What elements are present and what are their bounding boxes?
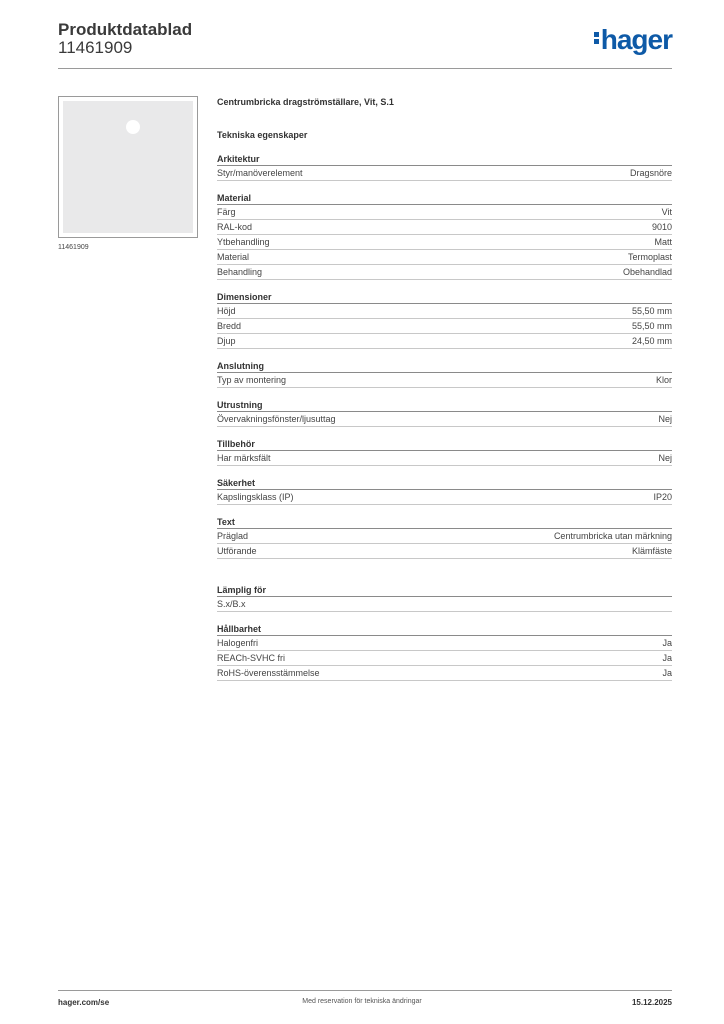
spec-value: Klämfäste bbox=[631, 546, 672, 556]
spec-sections bbox=[217, 153, 672, 681]
spec-label: Har märksfält bbox=[217, 453, 271, 463]
spec-value: Centrumbricka utan märkning bbox=[553, 531, 672, 541]
spec-label: Kapslingsklass (IP) bbox=[217, 492, 294, 502]
spec-value: Klor bbox=[655, 375, 672, 385]
spec-label: Material bbox=[217, 252, 250, 262]
spec-row bbox=[217, 651, 672, 666]
section-title: Utrustning bbox=[217, 399, 672, 412]
spec-label: Bredd bbox=[217, 321, 242, 331]
section-title: Arkitektur bbox=[217, 153, 672, 166]
spec-row bbox=[217, 544, 672, 559]
section-title: Anslutning bbox=[217, 360, 672, 373]
spec-row bbox=[217, 597, 672, 612]
spec-label: Färg bbox=[217, 207, 236, 217]
footer-divider bbox=[58, 990, 672, 991]
product-image bbox=[58, 96, 198, 238]
spec-row bbox=[217, 451, 672, 466]
spec-value: Obehandlad bbox=[622, 267, 672, 277]
spec-value: Ja bbox=[662, 668, 672, 678]
header-divider bbox=[58, 68, 672, 69]
spec-label: Höjd bbox=[217, 306, 236, 316]
spec-label: S.x/B.x bbox=[217, 599, 246, 609]
cover-plate-image bbox=[63, 101, 193, 233]
spec-row bbox=[217, 373, 672, 388]
footer-note: Med reservation för tekniska ändringar bbox=[302, 998, 422, 1005]
spec-row bbox=[217, 334, 672, 349]
spec-label: REACh-SVHC fri bbox=[217, 653, 286, 663]
spec-label: RoHS-överensstämmelse bbox=[217, 668, 320, 678]
spec-row bbox=[217, 490, 672, 505]
product-name: Centrumbricka dragströmställare, Vit, S.1 bbox=[217, 97, 394, 107]
spec-value: Nej bbox=[658, 414, 672, 424]
spec-row bbox=[217, 166, 672, 181]
spec-value: 24,50 mm bbox=[631, 336, 672, 346]
spec-value: Ja bbox=[662, 653, 672, 663]
footer-date: 15.12.2025 bbox=[631, 998, 672, 1007]
spec-label: Utförande bbox=[217, 546, 257, 556]
spec-value: Ja bbox=[662, 638, 672, 648]
spec-row bbox=[217, 529, 672, 544]
section-title: Material bbox=[217, 192, 672, 205]
spec-value: 55,50 mm bbox=[631, 306, 672, 316]
spec-row bbox=[217, 412, 672, 427]
section-title: Hållbarhet bbox=[217, 623, 672, 636]
spec-label: Behandling bbox=[217, 267, 263, 277]
spec-value: Termoplast bbox=[627, 252, 672, 262]
section-title: Tillbehör bbox=[217, 438, 672, 451]
spec-value: Matt bbox=[654, 237, 672, 247]
spec-value: 55,50 mm bbox=[631, 321, 672, 331]
spec-label: Djup bbox=[217, 336, 236, 346]
image-caption: 11461909 bbox=[58, 244, 89, 251]
spec-row bbox=[217, 220, 672, 235]
spec-value: Nej bbox=[658, 453, 672, 463]
cord-hole-icon bbox=[126, 120, 140, 134]
spec-value: Vit bbox=[661, 207, 672, 217]
spec-row bbox=[217, 304, 672, 319]
spec-row bbox=[217, 235, 672, 250]
spec-row bbox=[217, 205, 672, 220]
page-title: Produktdatablad bbox=[58, 20, 193, 39]
spec-row bbox=[217, 250, 672, 265]
spec-value: IP20 bbox=[653, 492, 672, 502]
spec-label: Styr/manöverelement bbox=[217, 168, 303, 178]
product-number: 11461909 bbox=[58, 38, 133, 57]
spec-label: Halogenfri bbox=[217, 638, 259, 648]
hager-logo bbox=[594, 26, 672, 54]
spec-row bbox=[217, 319, 672, 334]
section-title: Lämplig för bbox=[217, 584, 672, 597]
spec-row bbox=[217, 636, 672, 651]
spec-value: 9010 bbox=[651, 222, 672, 232]
spec-label: Typ av montering bbox=[217, 375, 287, 385]
spec-label: Präglad bbox=[217, 531, 249, 541]
spec-label: Ytbehandling bbox=[217, 237, 270, 247]
spec-row bbox=[217, 666, 672, 681]
spec-content bbox=[217, 96, 672, 681]
section-title: Dimensioner bbox=[217, 291, 672, 304]
section-title: Säkerhet bbox=[217, 477, 672, 490]
section-title: Text bbox=[217, 516, 672, 529]
spec-row bbox=[217, 265, 672, 280]
spec-label: RAL-kod bbox=[217, 222, 253, 232]
footer-website-link[interactable]: hager.com/se bbox=[58, 998, 110, 1007]
tech-heading: Tekniska egenskaper bbox=[217, 130, 308, 140]
logo-dots-icon bbox=[594, 30, 599, 46]
logo-text: hager bbox=[600, 24, 672, 55]
spec-label: Övervakningsfönster/ljusuttag bbox=[217, 414, 336, 424]
spec-value: Dragsnöre bbox=[629, 168, 672, 178]
